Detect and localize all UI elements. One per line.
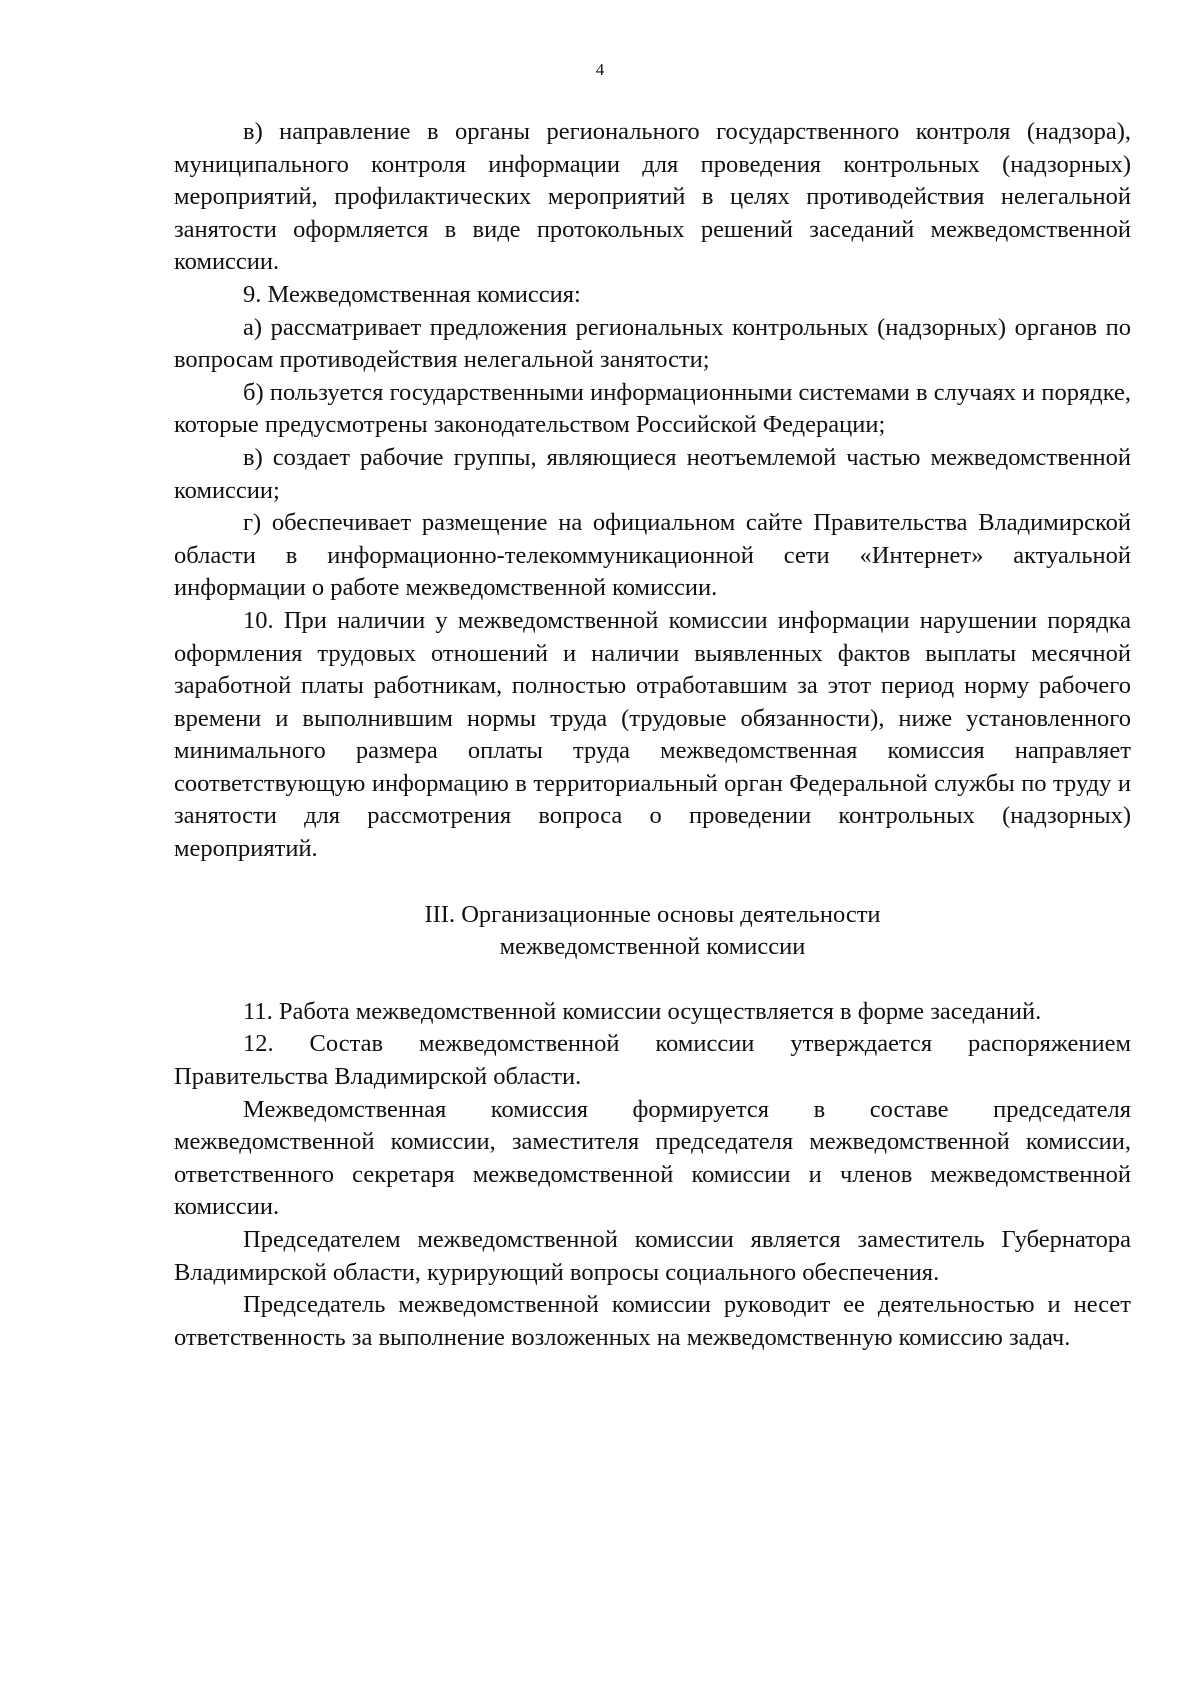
paragraph-9g: г) обеспечивает размещение на официальном сайте Правительства Владимирской области в информационно-телекоммуникационной сети «Интернет» актуальной информации о работе межведомственной комиссии. bbox=[174, 509, 1131, 602]
paragraph-8v: в) направление в органы регионального государственного контроля (надзора), муниципального контроля информации для проведения контрольных (надзорных) мероприятий, профилактических мероприятий в целях противодействия нелегальной занятости оформляется в виде протокольных решений заседаний межведомственной комиссии. bbox=[174, 118, 1131, 276]
document-body bbox=[174, 116, 1131, 1354]
paragraph-9-title: 9. Межведомственная комиссия: bbox=[243, 280, 581, 308]
paragraph-11: 11. Работа межведомственной комиссии осуществляется в форме заседаний. bbox=[243, 997, 1042, 1025]
paragraph-9a: а) рассматривает предложения региональных контрольных (надзорных) органов по вопросам противодействия нелегальной занятости; bbox=[174, 313, 1131, 374]
page-number: 4 bbox=[595, 60, 605, 79]
paragraph-9b: б) пользуется государственными информационными системами в случаях и порядке, которые предусмотрены законодательством Российской Федерации; bbox=[174, 378, 1131, 439]
paragraph-chairman-duties: Председатель межведомственной комиссии руководит ее деятельностью и несет ответственность за выполнение возложенных на межведомственную комиссию задач. bbox=[174, 1291, 1131, 1351]
section-heading-line-2: межведомственной комиссии bbox=[499, 933, 806, 961]
section-heading-line-1: III. Организационные основы деятельности bbox=[424, 900, 881, 928]
paragraph-10: 10. При наличии у межведомственной комиссии информации нарушении порядка оформления трудовых отношений и наличии выявленных фактов выплаты месячной заработной платы работникам, полностью отработавшим за этот период норму рабочего времени и выполнившим нормы труда (трудовые обязанности), ниже установленного минимального размера оплаты труда межведомственная комиссия направляет соответствующую информацию в территориальный орган Федеральной службы по труду и занятости для рассмотрения вопроса о проведении контрольных (надзорных) мероприятий. bbox=[174, 606, 1131, 863]
paragraph-composition: Межведомственная комиссия формируется в составе председателя межведомственной комиссии, заместителя председателя межведомственной комиссии, ответственного секретаря межведомственной комиссии и членов межведомственной комиссии. bbox=[174, 1095, 1131, 1221]
paragraph-9v: в) создает рабочие группы, являющиеся неотъемлемой частью межведомственной комиссии; bbox=[174, 443, 1131, 504]
section-heading bbox=[174, 899, 1131, 964]
paragraph-12: 12. Состав межведомственной комиссии утверждается распоряжением Правительства Владимирской области. bbox=[174, 1030, 1131, 1091]
paragraph-chairman: Председателем межведомственной комиссии является заместитель Губернатора Владимирской области, курирующий вопросы социального обеспечения. bbox=[174, 1226, 1131, 1286]
